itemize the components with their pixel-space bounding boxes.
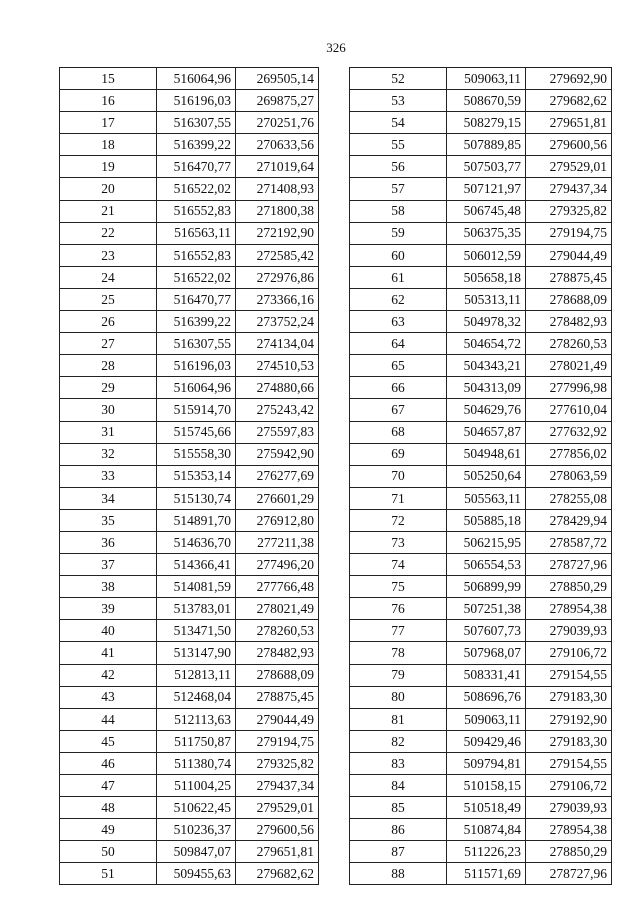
- y-coordinate-cell: 271800,38: [236, 200, 319, 222]
- x-coordinate-cell: 514366,41: [157, 554, 236, 576]
- x-coordinate-cell: 507607,73: [447, 620, 526, 642]
- table-row: [350, 355, 612, 377]
- table-row: [60, 200, 319, 222]
- table-row: [60, 178, 319, 200]
- table-row: [350, 399, 612, 421]
- x-coordinate-cell: 512468,04: [157, 686, 236, 708]
- table-row: [350, 68, 612, 90]
- x-coordinate-cell: 514081,59: [157, 576, 236, 598]
- y-coordinate-cell: 279529,01: [236, 797, 319, 819]
- table-row: [350, 642, 612, 664]
- table-row: [350, 708, 612, 730]
- x-coordinate-cell: 508279,15: [447, 112, 526, 134]
- point-number-cell: 36: [60, 531, 157, 553]
- point-number-cell: 33: [60, 465, 157, 487]
- point-number-cell: 49: [60, 819, 157, 841]
- table-row: [60, 598, 319, 620]
- table-row: [350, 752, 612, 774]
- table-row: [60, 576, 319, 598]
- y-coordinate-cell: 274510,53: [236, 355, 319, 377]
- y-coordinate-cell: 278260,53: [236, 620, 319, 642]
- table-row: [60, 333, 319, 355]
- table-row: [350, 421, 612, 443]
- coordinates-table-right: [349, 67, 612, 885]
- table-row: [60, 421, 319, 443]
- page-number: 326: [326, 40, 346, 55]
- x-coordinate-cell: 516522,02: [157, 178, 236, 200]
- y-coordinate-cell: 279044,49: [236, 708, 319, 730]
- y-coordinate-cell: 277856,02: [526, 443, 612, 465]
- point-number-cell: 32: [60, 443, 157, 465]
- table-row: [350, 863, 612, 885]
- x-coordinate-cell: 506012,59: [447, 244, 526, 266]
- y-coordinate-cell: 278021,49: [526, 355, 612, 377]
- y-coordinate-cell: 279039,93: [526, 797, 612, 819]
- table-row: [60, 112, 319, 134]
- table-row: [60, 620, 319, 642]
- point-number-cell: 24: [60, 266, 157, 288]
- x-coordinate-cell: 513147,90: [157, 642, 236, 664]
- y-coordinate-cell: 278260,53: [526, 333, 612, 355]
- x-coordinate-cell: 510158,15: [447, 775, 526, 797]
- point-number-cell: 61: [350, 266, 447, 288]
- point-number-cell: 46: [60, 752, 157, 774]
- y-coordinate-cell: 279325,82: [236, 752, 319, 774]
- x-coordinate-cell: 504657,87: [447, 421, 526, 443]
- point-number-cell: 52: [350, 68, 447, 90]
- x-coordinate-cell: 509794,81: [447, 752, 526, 774]
- y-coordinate-cell: 278688,09: [236, 664, 319, 686]
- x-coordinate-cell: 516064,96: [157, 68, 236, 90]
- point-number-cell: 87: [350, 841, 447, 863]
- point-number-cell: 80: [350, 686, 447, 708]
- y-coordinate-cell: 275942,90: [236, 443, 319, 465]
- table-row: [350, 554, 612, 576]
- point-number-cell: 35: [60, 509, 157, 531]
- point-number-cell: 45: [60, 730, 157, 752]
- table-row: [350, 266, 612, 288]
- y-coordinate-cell: 279692,90: [526, 68, 612, 90]
- table-row: [60, 863, 319, 885]
- point-number-cell: 77: [350, 620, 447, 642]
- x-coordinate-cell: 506554,53: [447, 554, 526, 576]
- y-coordinate-cell: 275597,83: [236, 421, 319, 443]
- y-coordinate-cell: 270633,56: [236, 134, 319, 156]
- y-coordinate-cell: 274134,04: [236, 333, 319, 355]
- x-coordinate-cell: 514636,70: [157, 531, 236, 553]
- x-coordinate-cell: 509847,07: [157, 841, 236, 863]
- point-number-cell: 18: [60, 134, 157, 156]
- y-coordinate-cell: 278727,96: [526, 863, 612, 885]
- point-number-cell: 43: [60, 686, 157, 708]
- x-coordinate-cell: 506215,95: [447, 531, 526, 553]
- table-row: [350, 797, 612, 819]
- point-number-cell: 17: [60, 112, 157, 134]
- table-row: [350, 244, 612, 266]
- table-row: [350, 509, 612, 531]
- table-row: [350, 686, 612, 708]
- table-row: [60, 90, 319, 112]
- y-coordinate-cell: 279682,62: [526, 90, 612, 112]
- point-number-cell: 83: [350, 752, 447, 774]
- y-coordinate-cell: 279651,81: [526, 112, 612, 134]
- x-coordinate-cell: 512813,11: [157, 664, 236, 686]
- point-number-cell: 19: [60, 156, 157, 178]
- table-row: [60, 377, 319, 399]
- table-row: [350, 620, 612, 642]
- point-number-cell: 84: [350, 775, 447, 797]
- table-row: [60, 797, 319, 819]
- y-coordinate-cell: 276912,80: [236, 509, 319, 531]
- y-coordinate-cell: 272192,90: [236, 222, 319, 244]
- point-number-cell: 28: [60, 355, 157, 377]
- y-coordinate-cell: 276601,29: [236, 487, 319, 509]
- table-row: [60, 531, 319, 553]
- y-coordinate-cell: 277766,48: [236, 576, 319, 598]
- coordinates-table-left: [59, 67, 319, 885]
- x-coordinate-cell: 508696,76: [447, 686, 526, 708]
- x-coordinate-cell: 510236,37: [157, 819, 236, 841]
- y-coordinate-cell: 278875,45: [236, 686, 319, 708]
- y-coordinate-cell: 278727,96: [526, 554, 612, 576]
- point-number-cell: 58: [350, 200, 447, 222]
- table-row: [60, 554, 319, 576]
- table-row: [60, 443, 319, 465]
- y-coordinate-cell: 279106,72: [526, 642, 612, 664]
- y-coordinate-cell: 277211,38: [236, 531, 319, 553]
- y-coordinate-cell: 278482,93: [526, 311, 612, 333]
- y-coordinate-cell: 279154,55: [526, 664, 612, 686]
- x-coordinate-cell: 516563,11: [157, 222, 236, 244]
- table-row: [60, 465, 319, 487]
- table-row: [350, 200, 612, 222]
- table-row: [60, 487, 319, 509]
- point-number-cell: 21: [60, 200, 157, 222]
- x-coordinate-cell: 507968,07: [447, 642, 526, 664]
- x-coordinate-cell: 506745,48: [447, 200, 526, 222]
- x-coordinate-cell: 505563,11: [447, 487, 526, 509]
- point-number-cell: 53: [350, 90, 447, 112]
- x-coordinate-cell: 515914,70: [157, 399, 236, 421]
- y-coordinate-cell: 279600,56: [526, 134, 612, 156]
- table-row: [350, 576, 612, 598]
- y-coordinate-cell: 277632,92: [526, 421, 612, 443]
- x-coordinate-cell: 504629,76: [447, 399, 526, 421]
- point-number-cell: 73: [350, 531, 447, 553]
- point-number-cell: 29: [60, 377, 157, 399]
- point-number-cell: 50: [60, 841, 157, 863]
- point-number-cell: 68: [350, 421, 447, 443]
- x-coordinate-cell: 511226,23: [447, 841, 526, 863]
- y-coordinate-cell: 271408,93: [236, 178, 319, 200]
- y-coordinate-cell: 279529,01: [526, 156, 612, 178]
- x-coordinate-cell: 509063,11: [447, 708, 526, 730]
- y-coordinate-cell: 278954,38: [526, 598, 612, 620]
- point-number-cell: 26: [60, 311, 157, 333]
- table-row: [350, 465, 612, 487]
- point-number-cell: 62: [350, 288, 447, 310]
- x-coordinate-cell: 516399,22: [157, 134, 236, 156]
- x-coordinate-cell: 508331,41: [447, 664, 526, 686]
- y-coordinate-cell: 279682,62: [236, 863, 319, 885]
- table-row: [60, 311, 319, 333]
- point-number-cell: 70: [350, 465, 447, 487]
- table-row: [60, 355, 319, 377]
- y-coordinate-cell: 278063,59: [526, 465, 612, 487]
- table-row: [60, 664, 319, 686]
- x-coordinate-cell: 509063,11: [447, 68, 526, 90]
- table-row: [60, 642, 319, 664]
- x-coordinate-cell: 516399,22: [157, 311, 236, 333]
- table-row: [60, 222, 319, 244]
- point-number-cell: 75: [350, 576, 447, 598]
- x-coordinate-cell: 516470,77: [157, 156, 236, 178]
- y-coordinate-cell: 271019,64: [236, 156, 319, 178]
- y-coordinate-cell: 272976,86: [236, 266, 319, 288]
- table-row: [350, 288, 612, 310]
- y-coordinate-cell: 278850,29: [526, 576, 612, 598]
- x-coordinate-cell: 511380,74: [157, 752, 236, 774]
- point-number-cell: 34: [60, 487, 157, 509]
- x-coordinate-cell: 516064,96: [157, 377, 236, 399]
- point-number-cell: 41: [60, 642, 157, 664]
- y-coordinate-cell: 278482,93: [236, 642, 319, 664]
- x-coordinate-cell: 504978,32: [447, 311, 526, 333]
- point-number-cell: 78: [350, 642, 447, 664]
- x-coordinate-cell: 516470,77: [157, 288, 236, 310]
- table-row: [60, 730, 319, 752]
- y-coordinate-cell: 278850,29: [526, 841, 612, 863]
- point-number-cell: 42: [60, 664, 157, 686]
- table-row: [60, 841, 319, 863]
- point-number-cell: 55: [350, 134, 447, 156]
- x-coordinate-cell: 507121,97: [447, 178, 526, 200]
- x-coordinate-cell: 512113,63: [157, 708, 236, 730]
- y-coordinate-cell: 278587,72: [526, 531, 612, 553]
- x-coordinate-cell: 505250,64: [447, 465, 526, 487]
- x-coordinate-cell: 506375,35: [447, 222, 526, 244]
- point-number-cell: 47: [60, 775, 157, 797]
- y-coordinate-cell: 279437,34: [526, 178, 612, 200]
- table-row: [350, 819, 612, 841]
- y-coordinate-cell: 278688,09: [526, 288, 612, 310]
- x-coordinate-cell: 516196,03: [157, 355, 236, 377]
- y-coordinate-cell: 278954,38: [526, 819, 612, 841]
- point-number-cell: 25: [60, 288, 157, 310]
- x-coordinate-cell: 515353,14: [157, 465, 236, 487]
- x-coordinate-cell: 505658,18: [447, 266, 526, 288]
- point-number-cell: 79: [350, 664, 447, 686]
- x-coordinate-cell: 508670,59: [447, 90, 526, 112]
- x-coordinate-cell: 516307,55: [157, 333, 236, 355]
- y-coordinate-cell: 270251,76: [236, 112, 319, 134]
- table-row: [350, 178, 612, 200]
- point-number-cell: 37: [60, 554, 157, 576]
- point-number-cell: 63: [350, 311, 447, 333]
- y-coordinate-cell: 277610,04: [526, 399, 612, 421]
- table-row: [350, 841, 612, 863]
- y-coordinate-cell: 279039,93: [526, 620, 612, 642]
- x-coordinate-cell: 511750,87: [157, 730, 236, 752]
- point-number-cell: 39: [60, 598, 157, 620]
- y-coordinate-cell: 279437,34: [236, 775, 319, 797]
- table-row: [60, 134, 319, 156]
- x-coordinate-cell: 505885,18: [447, 509, 526, 531]
- x-coordinate-cell: 510518,49: [447, 797, 526, 819]
- table-row: [350, 443, 612, 465]
- y-coordinate-cell: 273366,16: [236, 288, 319, 310]
- table-row: [350, 112, 612, 134]
- x-coordinate-cell: 513471,50: [157, 620, 236, 642]
- table-row: [60, 266, 319, 288]
- point-number-cell: 51: [60, 863, 157, 885]
- table-row: [60, 156, 319, 178]
- y-coordinate-cell: 276277,69: [236, 465, 319, 487]
- table-row: [350, 311, 612, 333]
- x-coordinate-cell: 515745,66: [157, 421, 236, 443]
- point-number-cell: 15: [60, 68, 157, 90]
- y-coordinate-cell: 279154,55: [526, 752, 612, 774]
- y-coordinate-cell: 279044,49: [526, 244, 612, 266]
- point-number-cell: 23: [60, 244, 157, 266]
- x-coordinate-cell: 504948,61: [447, 443, 526, 465]
- x-coordinate-cell: 513783,01: [157, 598, 236, 620]
- y-coordinate-cell: 279183,30: [526, 730, 612, 752]
- y-coordinate-cell: 278429,94: [526, 509, 612, 531]
- point-number-cell: 54: [350, 112, 447, 134]
- point-number-cell: 30: [60, 399, 157, 421]
- table-row: [350, 598, 612, 620]
- point-number-cell: 38: [60, 576, 157, 598]
- x-coordinate-cell: 506899,99: [447, 576, 526, 598]
- table-row: [60, 686, 319, 708]
- y-coordinate-cell: 269505,14: [236, 68, 319, 90]
- table-row: [350, 377, 612, 399]
- point-number-cell: 86: [350, 819, 447, 841]
- table-row: [60, 752, 319, 774]
- point-number-cell: 27: [60, 333, 157, 355]
- x-coordinate-cell: 507503,77: [447, 156, 526, 178]
- x-coordinate-cell: 516552,83: [157, 244, 236, 266]
- x-coordinate-cell: 516307,55: [157, 112, 236, 134]
- point-number-cell: 48: [60, 797, 157, 819]
- table-row: [350, 775, 612, 797]
- point-number-cell: 56: [350, 156, 447, 178]
- y-coordinate-cell: 277996,98: [526, 377, 612, 399]
- point-number-cell: 66: [350, 377, 447, 399]
- x-coordinate-cell: 516196,03: [157, 90, 236, 112]
- y-coordinate-cell: 278255,08: [526, 487, 612, 509]
- point-number-cell: 44: [60, 708, 157, 730]
- y-coordinate-cell: 279183,30: [526, 686, 612, 708]
- point-number-cell: 81: [350, 708, 447, 730]
- y-coordinate-cell: 277496,20: [236, 554, 319, 576]
- point-number-cell: 76: [350, 598, 447, 620]
- x-coordinate-cell: 511004,25: [157, 775, 236, 797]
- point-number-cell: 59: [350, 222, 447, 244]
- point-number-cell: 31: [60, 421, 157, 443]
- point-number-cell: 85: [350, 797, 447, 819]
- y-coordinate-cell: 269875,27: [236, 90, 319, 112]
- y-coordinate-cell: 278021,49: [236, 598, 319, 620]
- x-coordinate-cell: 516522,02: [157, 266, 236, 288]
- y-coordinate-cell: 275243,42: [236, 399, 319, 421]
- point-number-cell: 67: [350, 399, 447, 421]
- point-number-cell: 72: [350, 509, 447, 531]
- table-row: [60, 819, 319, 841]
- y-coordinate-cell: 274880,66: [236, 377, 319, 399]
- y-coordinate-cell: 273752,24: [236, 311, 319, 333]
- x-coordinate-cell: 504654,72: [447, 333, 526, 355]
- point-number-cell: 65: [350, 355, 447, 377]
- table-row: [60, 399, 319, 421]
- table-row: [60, 775, 319, 797]
- table-row: [350, 134, 612, 156]
- y-coordinate-cell: 279651,81: [236, 841, 319, 863]
- x-coordinate-cell: 504313,09: [447, 377, 526, 399]
- point-number-cell: 60: [350, 244, 447, 266]
- point-number-cell: 57: [350, 178, 447, 200]
- table-row: [350, 730, 612, 752]
- x-coordinate-cell: 505313,11: [447, 288, 526, 310]
- table-row: [350, 90, 612, 112]
- point-number-cell: 16: [60, 90, 157, 112]
- x-coordinate-cell: 507251,38: [447, 598, 526, 620]
- y-coordinate-cell: 279106,72: [526, 775, 612, 797]
- table-row: [60, 244, 319, 266]
- point-number-cell: 74: [350, 554, 447, 576]
- table-row: [350, 487, 612, 509]
- table-row: [60, 288, 319, 310]
- x-coordinate-cell: 504343,21: [447, 355, 526, 377]
- table-row: [60, 708, 319, 730]
- table-row: [350, 222, 612, 244]
- y-coordinate-cell: 279194,75: [236, 730, 319, 752]
- y-coordinate-cell: 279192,90: [526, 708, 612, 730]
- x-coordinate-cell: 511571,69: [447, 863, 526, 885]
- table-row: [350, 333, 612, 355]
- y-coordinate-cell: 279325,82: [526, 200, 612, 222]
- point-number-cell: 88: [350, 863, 447, 885]
- x-coordinate-cell: 516552,83: [157, 200, 236, 222]
- point-number-cell: 82: [350, 730, 447, 752]
- table-row: [350, 664, 612, 686]
- x-coordinate-cell: 510622,45: [157, 797, 236, 819]
- x-coordinate-cell: 515130,74: [157, 487, 236, 509]
- y-coordinate-cell: 279600,56: [236, 819, 319, 841]
- x-coordinate-cell: 514891,70: [157, 509, 236, 531]
- point-number-cell: 40: [60, 620, 157, 642]
- point-number-cell: 64: [350, 333, 447, 355]
- table-row: [60, 68, 319, 90]
- point-number-cell: 22: [60, 222, 157, 244]
- table-row: [350, 156, 612, 178]
- table-row: [350, 531, 612, 553]
- point-number-cell: 20: [60, 178, 157, 200]
- point-number-cell: 69: [350, 443, 447, 465]
- x-coordinate-cell: 507889,85: [447, 134, 526, 156]
- y-coordinate-cell: 278875,45: [526, 266, 612, 288]
- y-coordinate-cell: 279194,75: [526, 222, 612, 244]
- x-coordinate-cell: 509429,46: [447, 730, 526, 752]
- x-coordinate-cell: 510874,84: [447, 819, 526, 841]
- point-number-cell: 71: [350, 487, 447, 509]
- x-coordinate-cell: 509455,63: [157, 863, 236, 885]
- x-coordinate-cell: 515558,30: [157, 443, 236, 465]
- y-coordinate-cell: 272585,42: [236, 244, 319, 266]
- table-row: [60, 509, 319, 531]
